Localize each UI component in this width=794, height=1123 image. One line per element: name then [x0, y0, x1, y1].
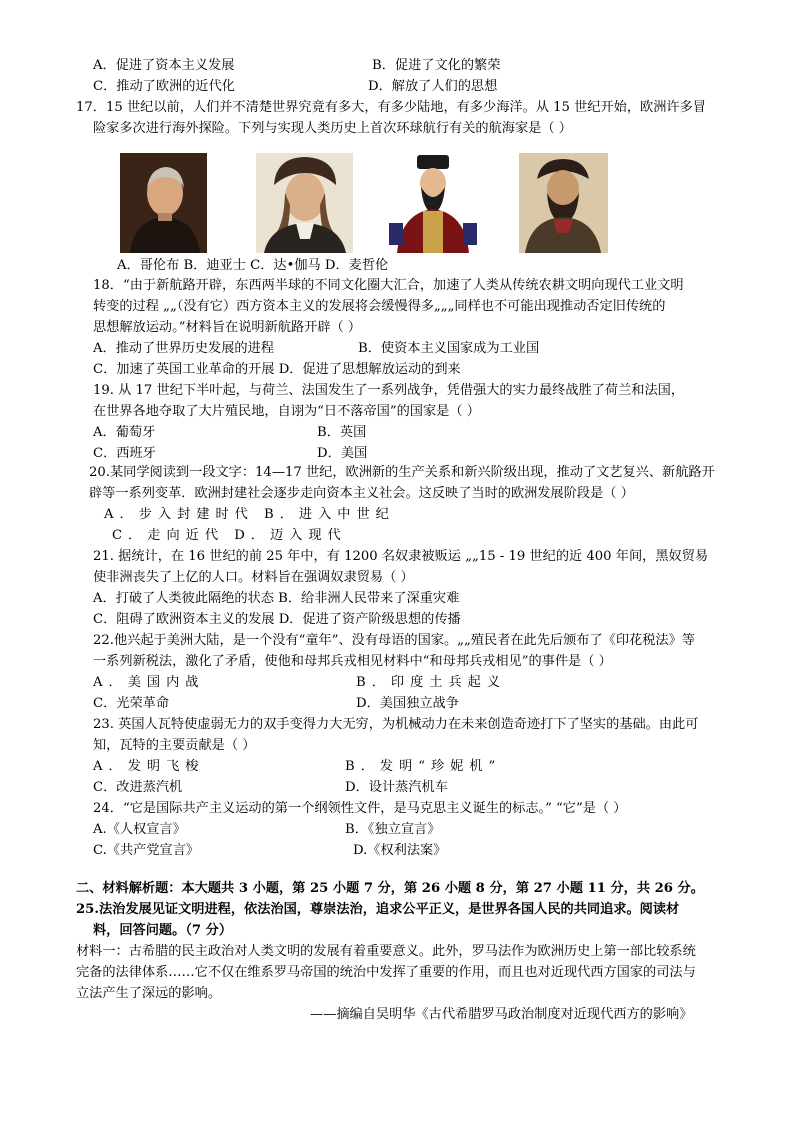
q22-stem-line1: 22.他兴起于美洲大陆，是一个没有“童年”、没有母语的国家。„„殖民者在此先后颁布了《印花税法》等: [93, 633, 695, 648]
q24-option-c: C.《共产党宣言》: [93, 843, 200, 858]
q17-stem-line1: 17．15 世纪以前，人们并不清楚世界究竟有多大，有多少陆地，有多少海洋。从 15 世纪开始，欧洲许多冒: [76, 100, 706, 115]
q23-option-a: A．发明飞梭: [93, 759, 205, 774]
q18-stem-line2: 转变的过程 „„（没有它）西方资本主义的发展将会缓慢得多„„„同样也不可能出现推动否定旧传统的: [93, 299, 666, 314]
q23-option-d: D．设计蒸汽机车: [345, 780, 448, 795]
q23-option-c: C．改进蒸汽机: [93, 780, 183, 795]
q22-option-c: C．光荣革命: [93, 696, 170, 711]
q25-stem-line1: 25.法治发展见证文明进程，依法治国，尊崇法治，追求公平正义，是世界各国人民的共同追求。阅读材: [76, 902, 680, 917]
q22-stem-line2: 一系列新税法，激化了矛盾，使他和母邦兵戎相见材料中“和母邦兵戎相见”的事件是（ ）: [93, 654, 612, 669]
q19-option-a: A．葡萄牙: [93, 425, 156, 440]
q19-option-b: B．英国: [317, 425, 367, 440]
q23-stem-line1: 23. 英国人瓦特使虚弱无力的双手变得力大无穷，为机械动力在未来创造奇迹打下了坚实的基础。由此可: [93, 717, 699, 732]
q19-option-c: C．西班牙: [93, 446, 156, 461]
q16-option-a: A．促进了资本主义发展: [93, 58, 235, 73]
q17-options: A．哥伦布 B．迪亚士 C．达•伽马 D．麦哲伦: [117, 258, 389, 273]
q20-option-ab: A．步入封建时代 B．进入中世纪: [104, 507, 395, 522]
q25-stem-line2: 料，回答问题。（7 分）: [93, 923, 233, 938]
portrait-columbus: [120, 153, 207, 253]
material1-line1: 材料一：古希腊的民主政治对人类文明的发展有着重要意义。此外，罗马法作为欧洲历史上第一部比较系统: [76, 944, 696, 959]
material1-line3: 立法产生了深远的影响。: [76, 986, 222, 1001]
q21-stem-line1: 21. 据统计，在 16 世纪的前 25 年中，有 1200 名奴隶被贩运 „„15 - 19 世纪的近 400 年间，黑奴贸易: [93, 549, 709, 564]
q20-option-cd: C．走向近代 D．迈入现代: [112, 528, 347, 543]
q24-stem: 24．“它是国际共产主义运动的第一个纲领性文件，是马克思主义诞生的标志。” “它”是（ ）: [93, 801, 627, 816]
portrait-da-gama: [383, 153, 483, 253]
q18-stem-line1: 18．“由于新航路开辟，东西两半球的不同文化圈大汇合，加速了人类从传统农耕文明向现代工业文明: [93, 278, 684, 293]
q19-stem-line2: 在世界各地夺取了大片殖民地，自诩为“日不落帝国”的国家是（ ）: [93, 404, 480, 419]
q24-option-a: A.《人权宣言》: [93, 822, 186, 837]
portrait-magellan: [519, 153, 608, 253]
q24-option-d: D.《权利法案》: [353, 843, 447, 858]
q16-option-c: C．推动了欧洲的近代化: [93, 79, 235, 94]
part2-heading: 二、材料解析题：本大题共 3 小题，第 25 小题 7 分，第 26 小题 8 分，第 27 小题 11 分，共 26 分。: [76, 881, 704, 896]
q19-option-d: D．美国: [317, 446, 368, 461]
portrait-dias: [256, 153, 353, 253]
q21-option-ab: A．打破了人类彼此隔绝的状态 B．给非洲人民带来了深重灾难: [93, 591, 460, 606]
q24-option-b: B．《独立宣言》: [345, 822, 441, 837]
q21-option-cd: C．阻碍了欧洲资本主义的发展 D．促进了资产阶级思想的传播: [93, 612, 461, 627]
q16-option-d: D．解放了人们的思想: [368, 79, 498, 94]
q22-option-b: B．印度土兵起义: [356, 675, 507, 690]
q23-stem-line2: 知，瓦特的主要贡献是（ ）: [93, 738, 256, 753]
material1-line2: 完备的法律体系……它不仅在维系罗马帝国的统治中发挥了重要的作用，而且也对近现代西方国家的司法与: [76, 965, 696, 980]
q18-option-b: B．使资本主义国家成为工业国: [358, 341, 540, 356]
q22-option-a: A．美国内战: [93, 675, 205, 690]
q17-stem-line2: 险家多次进行海外探险。下列与实现人类历史上首次环球航行有关的航海家是（ ）: [93, 121, 572, 136]
q18-stem-line3: 思想解放运动。”材料旨在说明新航路开辟（ ）: [93, 320, 362, 335]
q21-stem-line2: 使非洲丧失了上亿的人口。材料旨在强调奴隶贸易（ ）: [93, 570, 414, 585]
q18-option-a: A．推动了世界历史发展的进程: [93, 341, 274, 356]
q23-option-b: B．发明“珍妮机”: [345, 759, 502, 774]
q20-stem-line2: 辟等一系列变革．欧洲封建社会逐步走向资本主义社会。这反映了当时的欧洲发展阶段是（ ）: [89, 486, 634, 501]
q22-option-d: D．美国独立战争: [356, 696, 459, 711]
q18-option-cd: C．加速了英国工业革命的开展 D．促进了思想解放运动的到来: [93, 362, 461, 377]
q20-stem-line1: 20.某同学阅读到一段文字：14—17 世纪，欧洲新的生产关系和新兴阶级出现，推动了文艺复兴、新航路开: [89, 465, 715, 480]
q16-option-b: B．促进了文化的繁荣: [372, 58, 501, 73]
q19-stem-line1: 19. 从 17 世纪下半叶起，与荷兰、法国发生了一系列战争，凭借强大的实力最终战胜了荷兰和法国，: [93, 383, 685, 398]
material1-source: ——摘编自吴明华《古代希腊罗马政治制度对近现代西方的影响》: [310, 1007, 693, 1022]
